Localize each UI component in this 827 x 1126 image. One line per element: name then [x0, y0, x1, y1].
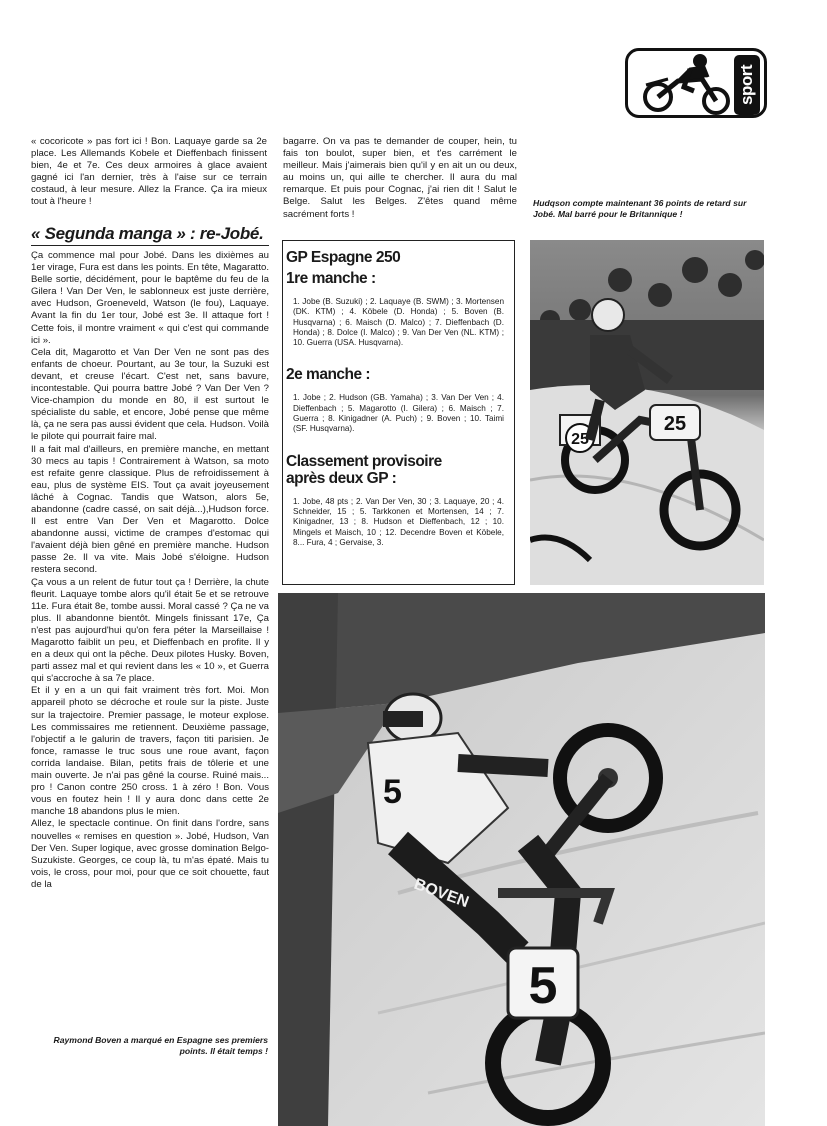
sport-label: sport	[734, 55, 760, 115]
manche2-results: 1. Jobe ; 2. Hudson (GB. Yamaha) ; 3. Van Der Ven ; 4. Dieffenbach ; 5. Magarotto (I. Gilera) ; 6. Maisch ; 7. Guerra ; 8. Kinigadner (A. Puch) ; 9. Boven ; 10. Taimi (SF. Husqvarna).	[293, 393, 504, 434]
article-intro-left	[31, 136, 267, 209]
classement-title	[286, 453, 511, 487]
results-box	[282, 240, 515, 585]
classement-title-line1: Classement provisoire	[286, 452, 442, 470]
sport-section-logo	[625, 48, 767, 118]
rider-number-5: 5	[383, 773, 402, 811]
article-intro-right	[283, 136, 517, 221]
bike-number-25-left: 25	[571, 431, 589, 448]
photo-caption-boven: Raymond Boven a marqué en Espagne ses premiers points. Il était temps !	[53, 1035, 268, 1056]
body-paragraph: Ça vous a un relent de futur tout ça ! Derrière, la chute fleurit. Laquaye tombe alors qu'il était 5e et se retrouve 11e. Fura était 8e, tombe aussi. Moral cassé ? Ça ne va plus. Il abandonne bientôt. Mingels finissant 17e, Ça n'est pas aujourd'hui qu'on fera péter la Marseillaise ! Magarotto faiblit un peu, et Dieffenbach en profite. Il y en a deux qui ont la pêche. Deux pilotes Husky. Boven, parti assez mal et qui revient dans les « 10 », et Guerra qui s'accroche à sa 7e place.	[31, 576, 269, 685]
motocross-photo-image	[530, 240, 764, 585]
classement-title-line2: après deux GP :	[286, 469, 397, 487]
body-paragraph: Il a fait mal d'ailleurs, en première manche, en mettant 30 mecs au tapis ! Contrairement à Watson, sa moto est refaite genre classique. Plus de refroidissement à eau, plus de système EIS. Tout ça avait joyeusement lâché à Cognac. Tandis que Watson, alors 5e, abandonne (cadre cassé, on sait déjà...),Hudson force. Il est entre Van Der Ven et Magarotto. Dolce abandonne aussi, victime de crampes d'estomac qui l'avaient déjà bien gêné en première manche. Hudson passe 2e. Il va vite. Mais Jobé s'éloigne. Hudson restera second.	[31, 443, 269, 576]
bike-number-25-plate: 25	[663, 413, 687, 435]
photo-hudson-jump	[530, 240, 764, 585]
results-title: GP Espagne 250	[286, 249, 401, 266]
article-body	[31, 250, 269, 891]
manche2-title: 2e manche :	[286, 366, 371, 384]
body-paragraph: Et il y en a un qui fait vraiment très fort. Moi. Mon appareil photo se décroche et roule sur la piste. Juste sur la trajectoire. Premier passage, le moteur explose. Les commissaires me retiennent. Deuxième passage, l'objectif a le galurin de travers, façon titi parisien. Je fonce, ramasse le truc sous une roue avant, façon corrida landaise. Bilan, petits frais de tôlerie et une main ouverte. Je n'ai pas gêné la course. Ruiné mais... pro ! Canon contre 250 cross. 1 à zéro ! Bon. Vous vous en foutez hein ! Il y aura donc dans cette 2e manche 18 abandons plus le mien.	[31, 685, 269, 818]
manche1-results: 1. Jobe (B. Suzuki) ; 2. Laquaye (B. SWM) ; 3. Mortensen (DK. KTM) ; 4. Köbele (D. Honda) ; 5. Boven (B. Husqvarna) ; 6. Maisch (D. Malco) ; 7. Dieffenbach (D. Honda) ; 8. Dolce (I. Malco) ; 9. Van Der Ven (NL. KTM) ; 10. Guerra (USA. Husqvarna).	[293, 297, 504, 348]
intro-paragraph: « cocoricote » pas fort ici ! Bon. Laquaye garde sa 2e place. Les Allemands Kobele et Dieffenbach finissent bien, 4e et 7e. Ces deux armoires à glace avaient gagné ici l'an dernier, très à l'aise sur ce terrain costaud, à leur mesure. Allez la France. Ça ira mieux tout à l'heure !	[31, 136, 267, 208]
photo-caption-hudson: Hudqson compte maintenant 36 points de retard sur Jobé. Mal barré pour le Britannique !	[533, 198, 747, 219]
body-paragraph: Ça commence mal pour Jobé. Dans les dixièmes au 1er virage, Fura est dans les points. En tête, Magaratto. Belle sortie, décidément, pour le baptême du feu de la Gilera ! Van Der Ven, le sablonneux est juste derrière, avec Hudson, Groeneveld, Watson (le fou), Laquaye. Avant la fin du 1er tour, Jobé est 3e. Il attaque fort ! Cette fois, il montre vraiment « qui c'est qui commande ici ».	[31, 250, 269, 346]
body-paragraph: Allez, le spectacle continue. On finit dans l'ordre, sans nouvelles « remises en question ». Jobé, Hudson, Van Der Ven. Super logique, avec grosse domination Belgo-Suzukiste. Georges, ce coup là, tu m'as épaté. Mais tu vois, le cross, pour moi, pour que ce soit chouette, faut de la	[31, 818, 269, 890]
bike-number-5: 5	[528, 957, 558, 1015]
manche1-title: 1re manche :	[286, 270, 376, 287]
classement-results: 1. Jobe, 48 pts ; 2. Van Der Ven, 30 ; 3. Laquaye, 20 ; 4. Schneider, 15 ; 5. Tarkkonen et Mortensen, 14 ; 7. Kinigadner, 13 ; 8. Hudson et Dieffenbach, 12 ; 10. Mingels et Maisch, 10 ; 12. Decendre Boven et Köbele, 8... Fura, 4 ; Gervaise, 3.	[293, 496, 504, 547]
rider-name-pants: BOVEN	[411, 875, 471, 912]
photo-boven-climb	[278, 593, 765, 1126]
section-heading: « Segunda manga » : re-Jobé.	[31, 224, 269, 246]
body-paragraph: Cela dit, Magarotto et Van Der Ven ne sont pas des enfants de choeur. Pourtant, au 3e tour, la Suzuki est devant, et creuse l'écart. C'est net, sans bavure, incontestable. Qui pourra battre Jobé ? Van Der Ven ? Vice-champion du monde en 80, il est surtout le spécialiste du sable, et encore, Jobé pense que même là, ça ne sera pas aussi évident que cela. Hudson. Voilà le pilote qui pourrait faire mal.	[31, 346, 269, 443]
motocross-photo-image-main	[278, 593, 765, 1126]
intro-paragraph-continued: bagarre. On va pas te demander de couper, hein, tu fais ton boulot, super bien, et t'es carrément le meilleur. Mais j'aimerais bien qu'il y en ait un ou deux, au moins un, qui aille te chercher. Il aura du mal remarque. Et puis pour Cognac, j'ai rien dit ! Salut le Belge. Salut les Belges. Z'êtes quand même sacrément forts !	[283, 136, 517, 220]
